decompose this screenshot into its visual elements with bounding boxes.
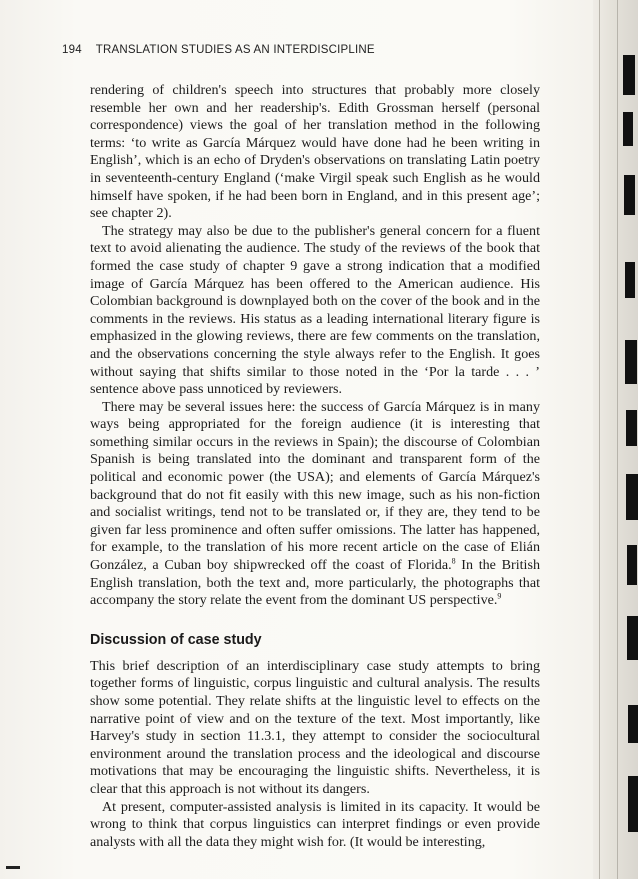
page-tab [626,410,637,446]
paragraph-1: rendering of children's speech into structures that probably more closely resemble her own and her readership's. Edith Grossman herself (personal correspondence) views the goal of her translation method in the following terms: ‘to write as García Márquez would have done had he been writing in English’, which is an echo of Dryden's observations on translating Latin poetry in seventeenth-century England (‘make Virgil speak such English as he would himself have spoken, if he had been born in England, and in this present age’; see chapter 2). [90,82,540,222]
page-tab [627,545,637,585]
paragraph-2: The strategy may also be due to the publisher's general concern for a fluent text to avoid alienating the audience. The study of the reviews of the book that formed the case study of chapter 9 gave a strong indication that a modified image of García Márquez has been offered to the American audience. His Colombian background is downplayed both on the cover of the book and in the comments in the reviews. His status as a leading international literary figure is emphasized in the glowing reviews, there are few comments on the translation, and the observations concerning the style always refer to the English. It goes without saying that shifts similar to those noted in the ‘Por la tarde . . . ’ sentence above pass unnoticed by reviewers. [90,222,540,398]
running-title: TRANSLATION STUDIES AS AN INTERDISCIPLINE [95,44,375,56]
section-heading: Discussion of case study [90,631,262,648]
footnote-ref-9: 9 [497,591,502,601]
page-tab [627,616,638,660]
page-tab [624,175,635,215]
page-tab [628,705,638,743]
edge-line [599,0,600,879]
page-tab [625,340,637,384]
paragraph-4: This brief description of an interdisciplinary case study attempts to bring together forms of linguistic, corpus linguistic and cultural analysis. The results show some potential. They relate shifts at the linguistic level to effects on the narrative point of view and on the texture of the text. Most importantly, like Harvey's study in section 11.3.1, they attempt to consider the sociocultural environment around the translation process and the ideological and discourse motivations that may be encouraging the linguistic shifts. Nevertheless, it is clear that this approach is not without its dangers. [90,657,540,797]
page-tab [628,776,638,832]
running-head [62,44,375,56]
footnote-ref-8: 8 [451,556,456,566]
page-tab [625,262,635,298]
paragraph-5: At present, computer-assisted analysis is limited in its capacity. It would be wrong to think that corpus linguistics can interpret findings or even provide analysts with all the data they might wish for. (It would be interesting, [90,798,540,850]
paragraph-3-continued: In the British English translation, both the text and, more particularly, the photographs that accompany the story relate the event from the dominant US perspective. [90,557,540,609]
page-tab [623,55,635,95]
scan-mark [6,866,20,869]
paragraph-3-text: There may be several issues here: the success of García Márquez is in many ways being appropriated for the foreign audience (it is interesting that something similar occurs in the reviews in Spain); the discourse of Colombian Spanish is being translated into the dominant and transparent form of the political and economic power (the USA); and elements of García Márquez's background that do not fit easily with this new image, such as his non-fiction and socialist writings, tend not to be translated or, if they are, they tend to be given far less prominence and often suffer omissions. The latter has happened, for example, to the translation of his more recent article on the case of Elián González, a Cuban boy shipwrecked off the coast of Florida. [90,398,540,574]
book-edge [593,0,638,879]
page-tab [626,474,638,520]
page-number: 194 [62,44,82,56]
page-tab [623,112,633,146]
edge-line [617,0,618,879]
paragraph-3 [90,399,540,610]
body-text [90,82,540,851]
